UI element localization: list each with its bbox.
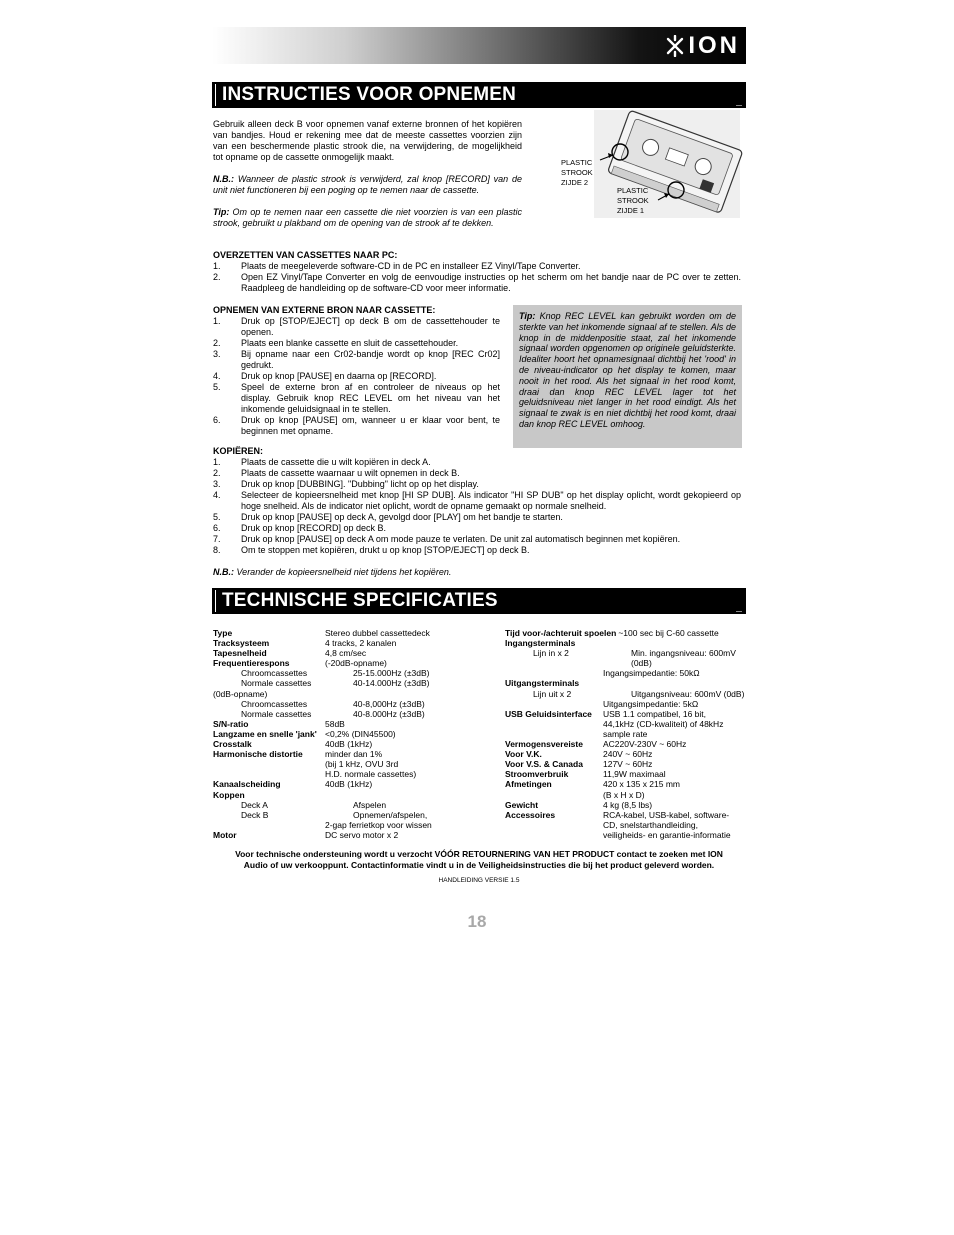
copy-nb-note xyxy=(213,567,741,578)
spec-value: H.D. normale cassettes) xyxy=(325,769,417,780)
ext-heading: OPNEMEN VAN EXTERNE BRON NAAR CASSETTE: xyxy=(213,305,436,315)
list-item: 3. Bij opname naar een Cr02-bandje wordt op knop [REC Cr02] gedrukt. xyxy=(213,349,500,370)
spec-value: RCA-kabel, USB-kabel, software- xyxy=(603,809,730,820)
spec-row xyxy=(505,638,745,648)
list-item: 2. Plaats een blanke cassette en sluit de cassettehouder. xyxy=(213,338,459,348)
spec-value: Stereo dubbel cassettedeck xyxy=(325,628,430,638)
spec-label: Normale cassettes xyxy=(241,678,312,689)
spec-value: sample rate xyxy=(603,728,648,739)
spec-row xyxy=(505,709,745,719)
spec-row xyxy=(505,628,745,638)
spec-label: Afmetingen xyxy=(505,779,552,790)
external-source-block xyxy=(213,305,500,437)
spec-value: Uitgangsimpedantie: 5kΩ xyxy=(603,698,699,709)
tip-text: Om op te nemen naar een cassette die niet voorzien is van een plastic strook, gebruikt u plakband om de opening van de strook af te dekken. xyxy=(213,207,522,228)
spec-value: (-20dB-opname) xyxy=(325,658,387,669)
spec-value: 44,1kHz (CD-kwaliteit) of 48kHz xyxy=(603,718,724,729)
spec-label xyxy=(505,830,603,840)
pc-heading: OVERZETTEN VAN CASSETTES NAAR PC: xyxy=(213,250,398,260)
spec-row xyxy=(213,658,498,668)
spec-label xyxy=(505,729,603,739)
spec-value: 420 x 135 x 215 mm xyxy=(603,779,681,790)
list-item: 5. Druk op knop [PAUSE] op deck A, gevolgd door [PLAY] om het bandje te starten. xyxy=(213,512,563,522)
figure-label-side-2: PLASTIC STROOK ZIJDE 2 xyxy=(561,158,593,187)
rec-level-tip-box xyxy=(513,305,742,448)
list-item: 3. Druk op knop [DUBBING]. "Dubbing" licht op op het display. xyxy=(213,479,479,489)
spec-row xyxy=(213,759,498,769)
spec-row xyxy=(505,769,745,779)
manual-version: HANDLEIDING VERSIE 1.5 xyxy=(438,877,520,884)
rec-level-tip xyxy=(513,305,742,430)
spec-value: <0,2% (DIN45500) xyxy=(325,728,396,739)
spec-row xyxy=(213,790,498,800)
spec-value: 40-8.000Hz (±3dB) xyxy=(353,708,425,719)
list-item: 5. Speel de externe bron af en controleer de niveaus op het display. Gebruik knop REC LEVEL om het niveau van het inkomende geluidsignaal in te stellen. xyxy=(213,382,500,414)
nb-note xyxy=(213,174,522,196)
copy-heading: KOPIËREN: xyxy=(213,446,264,456)
spec-label: Langzame en snelle 'jank' xyxy=(213,728,317,739)
spec-label: Crosstalk xyxy=(213,739,252,750)
spec-label: Harmonische distortie xyxy=(213,749,303,760)
spec-row xyxy=(505,648,745,668)
spec-label xyxy=(505,820,603,830)
spec-value: 40dB (1kHz) xyxy=(325,739,373,750)
ion-star-icon xyxy=(664,35,686,57)
spec-value: 4 kg (8,5 lbs) xyxy=(603,799,653,810)
spec-row xyxy=(213,739,498,749)
spec-row xyxy=(213,800,498,810)
spec-value: 4 tracks, 2 kanalen xyxy=(325,638,397,649)
spec-row xyxy=(505,830,745,840)
spec-label: Lijn uit x 2 xyxy=(533,688,572,699)
spec-value: 240V ~ 60Hz xyxy=(603,749,653,760)
brand-logo xyxy=(664,33,740,59)
cassette-figure xyxy=(558,108,744,220)
spec-row xyxy=(213,749,498,759)
header-bar xyxy=(212,27,746,64)
spec-label: Chroomcassettes xyxy=(241,698,308,709)
pc-transfer-block xyxy=(213,250,741,294)
spec-value: minder dan 1% xyxy=(325,749,383,760)
spec-row xyxy=(213,638,498,648)
spec-label: Accessoires xyxy=(505,809,556,820)
list-item: 6. Druk op knop [RECORD] op deck B. xyxy=(213,523,387,533)
spec-row xyxy=(505,759,745,769)
ext-steps xyxy=(213,316,500,437)
spec-row xyxy=(505,729,745,739)
spec-row xyxy=(213,668,498,678)
spec-row xyxy=(213,719,498,729)
spec-row xyxy=(505,678,745,688)
list-item: 2. Open EZ Vinyl/Tape Converter en volg de eenvoudige instructies op het scherm om het bandje naar de PC over te zetten. Raadpleeg de handleiding op de software-CD voor meer informatie. xyxy=(213,272,741,293)
spec-value: 58dB xyxy=(325,718,345,729)
spec-row xyxy=(505,668,745,678)
spec-value: 11,9W maximaal xyxy=(603,769,666,780)
spec-label xyxy=(505,699,603,709)
spec-label: Type xyxy=(213,628,233,638)
spec-row xyxy=(213,810,498,820)
spec-row xyxy=(213,769,498,779)
pc-steps xyxy=(213,261,741,294)
copying-block xyxy=(213,446,741,578)
spec-value: USB 1.1 compatibel, 16 bit, xyxy=(603,708,707,719)
spec-row xyxy=(213,709,498,719)
list-item: 1. Plaats de cassette die u wilt kopiëren in deck A. xyxy=(213,457,431,467)
spec-value: DC servo motor x 2 xyxy=(325,829,399,840)
spec-value: Afspelen xyxy=(353,799,387,810)
spec-row xyxy=(505,810,745,820)
spec-row xyxy=(213,779,498,789)
list-item: 6. Druk op knop [PAUSE] om, wanneer u er klaar voor bent, te beginnen met opname. xyxy=(213,415,500,436)
spec-label: Tijd voor-/achteruit spoelen xyxy=(505,628,617,638)
spec-label xyxy=(505,719,603,729)
list-item: 1. Druk op [STOP/EJECT] op deck B om de cassettehouder te openen. xyxy=(213,316,500,337)
list-item: 8. Om te stoppen met kopiëren, drukt u op knop [STOP/EJECT] op deck B. xyxy=(213,545,530,555)
spec-value: 2-gap ferrietkop voor wissen xyxy=(325,819,432,830)
spec-label: Voor V.K. xyxy=(505,749,542,760)
spec-label xyxy=(505,668,603,678)
spec-label: Koppen xyxy=(213,789,245,800)
intro-block xyxy=(213,119,522,229)
spec-label: Lijn in x 2 xyxy=(533,648,569,659)
spec-value: (bij 1 kHz, OVU 3rd xyxy=(325,759,399,770)
nb-text: Wanneer de plastic strook is verwijderd, zal knop [RECORD] van de unit niet functioneren bij een poging op te nemen naar de cassette. xyxy=(213,174,522,195)
spec-value: 127V ~ 60Hz xyxy=(603,759,653,770)
spec-value: 40dB (1kHz) xyxy=(325,779,373,790)
brand-name: ION xyxy=(688,32,740,59)
spec-label: Motor xyxy=(213,829,237,840)
spec-label: Stroomverbruik xyxy=(505,769,569,780)
spec-value: 40-8,000Hz (±3dB) xyxy=(353,698,425,709)
spec-label: USB Geluidsinterface xyxy=(505,708,592,719)
tip-note xyxy=(213,207,522,229)
page-number: 18 xyxy=(467,912,487,931)
spec-row xyxy=(505,820,745,830)
spec-value: CD, snelstarthandleiding, xyxy=(603,819,698,830)
list-item: 2. Plaats de cassette waarnaar u wilt opnemen in deck B. xyxy=(213,468,460,478)
spec-label xyxy=(213,769,325,779)
tip-label: Tip: xyxy=(519,311,536,321)
section-heading-recording xyxy=(212,82,746,108)
spec-row xyxy=(505,719,745,729)
spec-row xyxy=(213,689,498,699)
spec-label: Gewicht xyxy=(505,799,539,810)
spec-row xyxy=(505,699,745,709)
spec-row xyxy=(213,678,498,688)
spec-value: Opnemen/afspelen, xyxy=(353,809,428,820)
nb-text: Verander de kopieersnelheid niet tijdens het kopiëren. xyxy=(236,567,452,577)
section-heading-specs xyxy=(212,588,746,614)
spec-label: Chroomcassettes xyxy=(241,668,308,679)
spec-label: Tapesnelheid xyxy=(213,648,267,659)
spec-label: Tracksysteem xyxy=(213,638,270,649)
spec-label: Voor V.S. & Canada xyxy=(505,759,583,770)
tip-label: Tip: xyxy=(213,207,230,217)
support-notice: Voor technische ondersteuning wordt u verzocht VÓÓR RETOURNERING VAN HET PRODUCT contact te zoeken met ION Audio of uw verkooppunt. Contactinformatie vindt u in de Veiligheidsinstructies die bij het product geleverd worden. xyxy=(235,849,723,870)
spec-value: Uitgangsniveau: 600mV (0dB) xyxy=(631,688,745,699)
spec-value: AC220V-230V ~ 60Hz xyxy=(603,739,687,750)
spec-label: Deck B xyxy=(241,809,269,820)
spec-row xyxy=(213,729,498,739)
spec-label: Normale cassettes xyxy=(241,708,312,719)
intro-paragraph: Gebruik alleen deck B voor opnemen vanaf externe bronnen of het kopiëren van bandjes. Houd er rekening mee dat de meeste cassettes voorzien zijn van een beschermende plastic strook die, na verwijdering, de mogelijkheid tot opname op de cassette onmogelijk maakt. xyxy=(213,119,522,162)
spec-label: Deck A xyxy=(241,799,268,810)
list-item: 1. Plaats de meegeleverde software-CD in de PC en installeer EZ Vinyl/Tape Converter. xyxy=(213,261,581,271)
spec-row xyxy=(213,628,498,638)
spec-row xyxy=(505,749,745,759)
spec-label: (0dB-opname) xyxy=(213,688,268,699)
spec-row xyxy=(505,779,745,789)
spec-value: ~100 sec bij C-60 cassette xyxy=(618,628,719,638)
spec-row xyxy=(505,800,745,810)
list-item: 4. Druk op knop [PAUSE] en daarna op [RECORD]. xyxy=(213,371,437,381)
copy-steps xyxy=(213,457,741,556)
spec-value: (B x H x D) xyxy=(603,789,645,800)
spec-label: Ingangsterminals xyxy=(505,638,576,649)
nb-label: N.B.: xyxy=(213,567,234,577)
figure-label-side-1: PLASTIC STROOK ZIJDE 1 xyxy=(617,186,649,215)
specs-right-column xyxy=(505,628,745,840)
spec-row xyxy=(213,648,498,658)
spec-value: 4,8 cm/sec xyxy=(325,648,367,659)
spec-row xyxy=(505,739,745,749)
list-item: 7. Druk op knop [PAUSE] op deck A om mode pauze te verlaten. De unit zal automatisch beginnen met kopiëren. xyxy=(213,534,681,544)
tip-text: Knop REC LEVEL kan gebruikt worden om de sterkte van het inkomende signaal af te stellen. Als de knop in de middenpositie staat, zal het inkomende signaal worden opgenomen op originele geluidsterkte. Idealiter hoort het opnamesignaal dichtbij het 'rood' in de niveau-indicator op het display te komen, maar nooit in het rood. Als het signaal in het rood komt, draai dan knop REC LEVEL lager tot het geluidsniveau niet langer in het rood eindigt. Als het signaal te zwak is en niet dichtbij het rood komt, draai dan knop REC LEVEL omhoog. xyxy=(519,311,736,429)
spec-label xyxy=(213,820,325,830)
spec-label xyxy=(505,790,603,800)
spec-label: Kanaalscheiding xyxy=(213,779,281,790)
spec-value: 25-15.000Hz (±3dB) xyxy=(353,668,430,679)
list-item: 4. Selecteer de kopieersnelheid met knop [HI SP DUB]. Als indicator "HI SP DUB" op het display oplicht, wordt gekopieerd op hoge snelheid. Als de indicator niet oplicht, wordt de opname gemaakt op normale snelheid. xyxy=(213,490,741,511)
spec-row xyxy=(505,790,745,800)
section-title: INSTRUCTIES VOOR OPNEMEN xyxy=(222,84,517,105)
nb-label: N.B.: xyxy=(213,174,234,184)
spec-value: Ingangsimpedantie: 50kΩ xyxy=(603,668,700,679)
spec-row xyxy=(213,830,498,840)
specs-left-column xyxy=(213,628,498,840)
spec-label: Uitgangsterminals xyxy=(505,678,580,689)
spec-row xyxy=(213,699,498,709)
spec-row xyxy=(505,689,745,699)
spec-row xyxy=(213,820,498,830)
spec-value: 40-14.000Hz (±3dB) xyxy=(353,678,430,689)
spec-value: veiligheids- en garantie-informatie xyxy=(603,829,731,840)
section-title: TECHNISCHE SPECIFICATIES xyxy=(222,590,498,611)
spec-label: Frequentierespons xyxy=(213,658,290,669)
spec-label xyxy=(213,759,325,769)
spec-label: Vermogensvereiste xyxy=(505,739,583,750)
spec-label: S/N-ratio xyxy=(213,718,249,729)
spec-value: Min. ingangsniveau: 600mV (0dB) xyxy=(631,648,736,669)
